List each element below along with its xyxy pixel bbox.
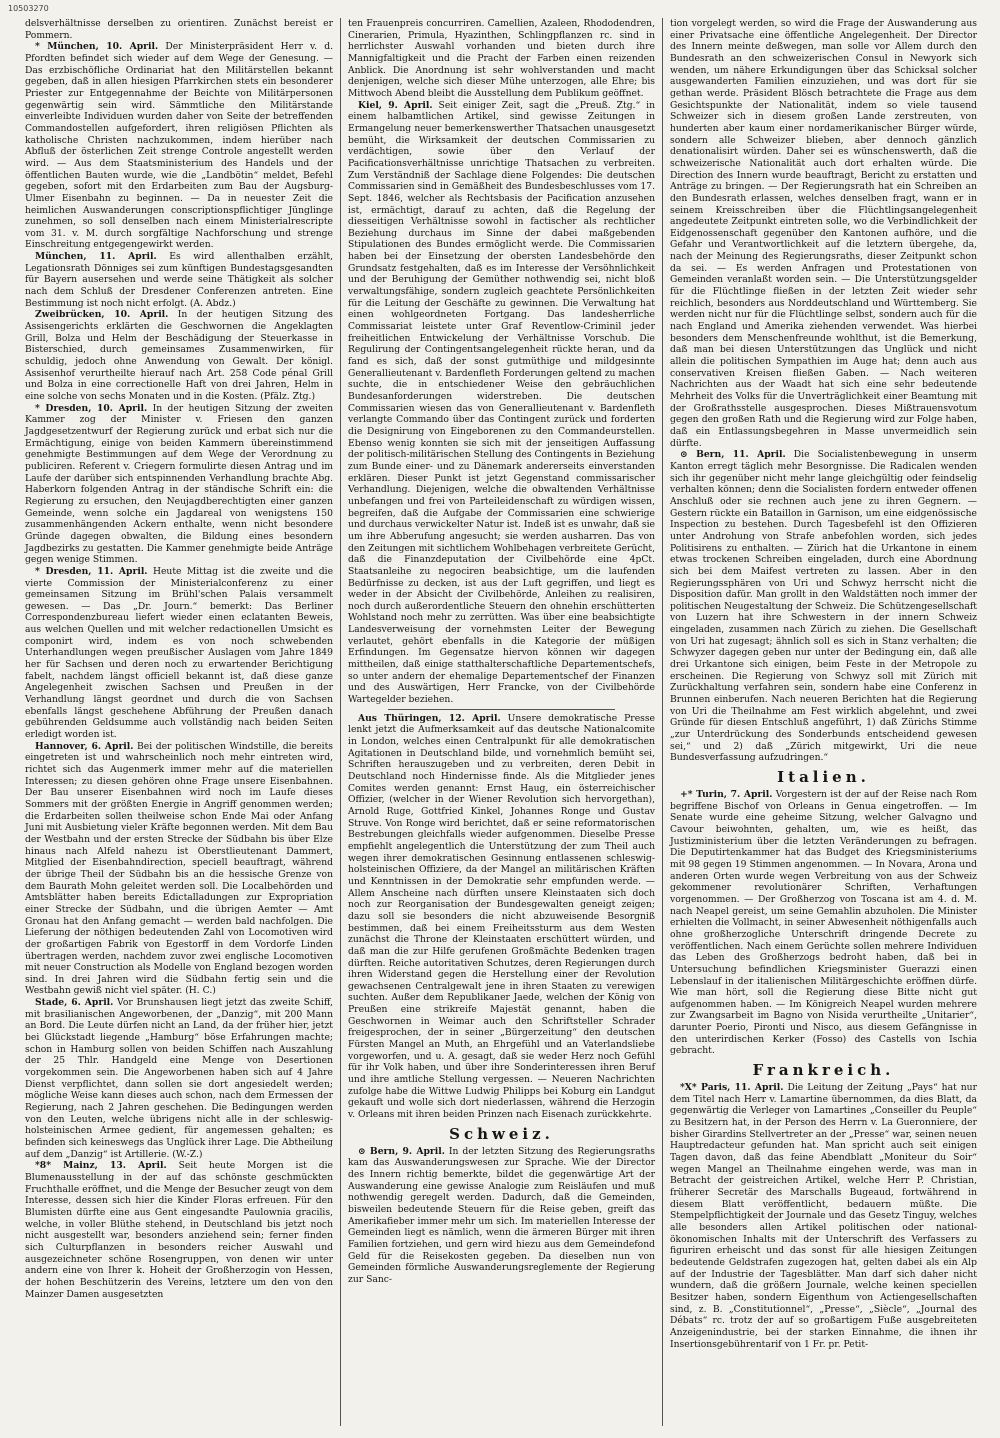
dateline: * München, 10. April.: [35, 41, 159, 53]
article-text: Vorgestern ist der auf der Reise nach Rom begriffene Bischof von Orleans in Genua eingetroffen. — Im Senate wurde eine geheime Sitzung, welcher Galvagno und Cavour beiwohnten, gehalten, um, wie es heißt, das Justizministerium über die letzten Veränderungen zu befragen. Die Deputirtenkammer hat das Budget des Kriegsministeriums mit 98 gegen 19 Stimmen angenommen. — In Novara, Arona und anderen Orten wurde wegen Verbreitung von aus der Schweiz gekommener revolutionärer Schriften, Verhaftungen vorgenommen. — Der Großherzog von Toscana ist am 4. d. M. nach Neapel gereist, um seine Gemahlin abzuholen. Die Minister erhielten die Vollmacht, in seiner Abwesenheit nöthigenfalls auch ohne großherzogliche Unterschrift dringende Decrete zu veröffentlichen. Nach einem Gerüchte sollen mehrere Individuen das Leben des Großherzogs bedroht haben, daß bei in Untersuchung befindlichen Kriegsminister Guerazzi einen Lebenslauf in der italienischen Militärgeschichte eröffnen dürfe. Wie man hört, soll die Regierung diese Bitte nicht gut aufgenommen haben. — Im Königreich Neapel wurden mehrere zur Zwangsarbeit im Bagno von Nisida verurtheilte „Unitarier“, darunter Poerio, Pironti und Nisco, aus diesem Gefängnisse in den unterirdischen Kerker (Fosso) des Castells von Ischia gebracht.: [670, 789, 977, 1057]
column-2: [340, 18, 662, 1426]
dateline: ⊙ Bern, 9. April.: [358, 1145, 445, 1157]
article-text: Bei der politischen Windstille, die bereits eingetreten ist und wahrscheinlich noch mehr eintreten wird, richtet sich das Augenmerk immer mehr auf die materiellen Interessen; zu diesen gehören ohne Frage unsere Eisenbahnen. Der Bau unserer Eisenbahnen wird noch im Laufe dieses Sommers mit der größten Energie in Angriff genommen werden; die Erdarbeiten sollen theilweise schon Ende Mai oder Anfang Juni mit Ausbietung vieler Kräfte begonnen werden. Mit dem Bau der Westbahn und der ersten Strecke der Südbahn bis über Elze hinaus nach Alfeld nahezu ist Oberstlieutenant Dammert, Mitglied der Eisenbahndirection, speciell beauftragt, während der übrige Theil der Südbahn bis an die hessische Grenze von dem Baurath Mohn geleitet werden soll. Die Localbehörden und Amtsblätter haben bereits Edictalladungen zur Expropriation einer Strecke der Südbahn, und die übrigen Aemter — Amt Gronau hat den Anfang gemacht — werden bald nachfolgen. Die Lieferung der nöthigen bedeutenden Zahl von Locomotiven wird der großartigen Fabrik von Egestorff in dem Vordorfe Linden übertragen werden, nachdem zuvor zwei englische Locomotiven mit neuer Construction als Modelle von England bezogen worden sind. In drei Jahren wird die Südbahn fertig sein und die Westbahn gewiß nicht viel später. (H. C.): [25, 740, 333, 997]
article-paragraph: [348, 1146, 655, 1286]
article-paragraph: [25, 741, 333, 997]
section-heading: Schweiz.: [449, 1124, 554, 1143]
dateline: *8* Mainz, 13. April.: [35, 1160, 167, 1172]
page-id: 10503270: [8, 4, 49, 13]
dateline: * Dresden, 10. April.: [35, 402, 148, 414]
section-heading: Frankreich.: [752, 1061, 895, 1080]
article-paragraph: [25, 997, 333, 1160]
article-paragraph: [25, 251, 333, 309]
newspaper-columns: [18, 18, 984, 1426]
article-paragraph: [670, 1082, 977, 1350]
dateline: * Dresden, 11. April.: [35, 565, 148, 577]
article-text: tion vorgelegt werden, so wird die Frage der Auswanderung aus einer Privatsache eine öffentliche Angelegenheit. Der Director des Innern meinte deßwegen, man solle vor Allem durch den Bundesrath an den schweizerischen Consul in Newyork sich wenden, um nähere Erkundigungen über das Schicksal solcher ausgewanderten Familien einzuziehen, und was dort für sie gethan werde. Präsident Blösch betrachtete die Frage aus dem Gesichtspunkte der Nationalität, indem so viele tausend Schweizer sich in diesem großen Lande zerstreuten, von hunderten aber kaum einer nordamerikanischer Bürger würde, sondern alle Schweizer blieben, aber dennoch gänzlich denationalisirt würden. Daher sei es wünschenswerth, daß die schweizerische Nationalität auch dort erhalten würde. Die Direction des Innern wurde beauftragt, Bericht zu erstatten und Anträge zu bringen. — Der Regierungsrath hat ein Schreiben an den Bundesrath erlassen, welches denselben fragt, wann er in seinem Kreisschreiben über die Flüchtlingsangelegenheit angedeutete Zeitpunkt eintreten solle, wo die Verbindlichkeit der Eidgenossenschaft gegenüber den Kantonen aufhöre, und die Gefahr und Verantwortlichkeit auf die letztern übergehe, da, nach der Meinung des Regierungsraths, dieser Zeitpunkt schon da sei. — Es werden Anfragen und Protestationen von Gemeinden veranlaßt worden sein. — Die Unterstützungsgelder für die Flüchtlinge fließen in der letzten Zeit wieder sehr reichlich, besonders aus Norddeutschland und Württemberg. Sie werden nicht nur für die Flüchtlinge selbst, sondern auch für die nach England und Amerika ziehenden verwendet. Was hierbei besonders dem Menschenfreunde wohlthut, ist die Bemerkung, daß man bei diesen Unterstützungen das Unglück und nicht allein die politischen Sympathien im Auge hat; denn auch aus conservativen Kreisen fließen Gaben. — Nach weiteren Nachrichten aus der Waadt hat sich eine sehr bedeutende Mehrheit des Volks für die Unverträglichkeit einer Beamtung mit der Großrathsstelle ausgesprochen. Dieses Mißtrauensvotum gegen den großen Rath und die Regierung wird zur Folge haben, daß ein Entlassungsbegehren in Masse unvermeidlich sein dürfte.: [670, 18, 977, 449]
article-paragraph: [25, 1160, 333, 1300]
article-paragraph: [25, 403, 333, 566]
article-paragraph: [670, 449, 977, 764]
column-1: [18, 18, 340, 1426]
article-text: ten Frauenpreis concurriren. Camellien, Azaleen, Rhododendren, Cinerarien, Primula, Hyazinthen, Schlingpflanzen rc. sind in herrlichster Auswahl vorhanden und bieten durch ihre Mannigfaltigkeit und die Pracht der Farben einen reizenden Anblick. Die Anordnung ist sehr wohlverstanden und macht denjenigen, welche sich dieser Mühe unterzogen, alle Ehre; bis Mittwoch Abend bleibt die Ausstellung dem Publikum geöffnet.: [348, 18, 655, 99]
article-text: In der heutigen Sitzung der zweiten Kammer zog der Minister v. Friesen den ganzen Jagdgesetzentwurf der Regierung zurück und erbat sich nur die Ermächtigung, einige von beiden Kammern übereinstimmend genehmigte Bestimmungen auf dem Wege der Verordnung zu publiciren. Referent v. Criegern formulirte diesen Antrag und im Laufe der darüber sich entspinnenden Verhandlung brachte Abg. Haberkorn folgenden Antrag in der ständische Schrift ein: die Regierung zu ersuchen, den Neujagdberechtigten einer ganzen Gemeinde, wenn solche ein Jagdareal von wenigstens 150 zusammenhängenden Ackern enthalte, wenn nicht besondere Gründe dagegen obwalten, die Bildung eines besondern Jagdbezirks zu gestatten. Die Kammer genehmigte beide Anträge gegen wenige Stimmen.: [25, 402, 334, 566]
article-text: Die Socialistenbewegung in unserm Kanton erregt täglich mehr Besorgnisse. Die Radicalen wenden sich ihr gegenüber nicht mehr lange gleichgültig oder feindselig verhalten können; denn die Socialisten fordern entweder offenen Anschluß oder sie rechnen auch jene zu ihren Gegnern. — Gestern rückte ein Bataillon in Garnison, um eine eidgenössische Inspection zu bestehen. Durch Tagesbefehl ist den Offizieren unter Androhung von Strafe anbefohlen worden, sich jedes Politisirens zu enthalten. — Zürich hat die Urkantone in einem etwas trockenen Schreiben eingeladen, durch eine Abordnung sich bei dem Maifest vertreten zu lassen. Aber in den Regierungssphären von Uri und Schwyz herrscht nicht die Disposition dafür. Man grollt in den Waldstätten noch immer der politischen Neugestaltung der Schweiz. Die Schützengesellschaft von Luzern hat ihre Schwestern in der innern Schweiz eingeladen, zusammen nach Zürich zu ziehen. Die Gesellschaft von Uri hat zugesagt; ähnlich soll es sich in Stanz verhalten; die Schwyzer dagegen geben nur unter der Bedingung ein, daß alle drei Urkantone sich einigen, beim Feste in der Metropole zu erscheinen. Die Regierung von Schwyz soll mit Zürich mit Zurückhaltung verfahren sein, sondern habe eine Conferenz in Brunnen einberufen. Nach neueren Berichten hat die Regierung von Uri die Theilnahme am Fest wirklich abgelehnt, und zwei Gründe für diesen Entschluß angeführt, 1) daß Zürichs Stimme „zur Unterdrückung des Sonderbunds entscheidend gewesen sei,“ und 2) daß „Zürich mitgewirkt, Uri die neue Bundesverfassung aufzudringen.“: [670, 449, 977, 764]
dateline: München, 11. April.: [35, 251, 157, 263]
article-paragraph: [348, 18, 655, 100]
article-text: Vor Brunshausen liegt jetzt das zweite Schiff, mit brasilianischen Angeworbenen, der „Danzig“, mit 200 Mann an Bord. Die Leute dürfen nicht an Land, da der früher hier, jetzt bei Glückstadt liegende „Hamburg“ böse Erfahrungen machte; schon in Hamburg sollen von beiden Schiffen nach Auszahlung der 25 Thlr. Handgeld eine Menge von Desertionen vorgekommen sein. Die Angeworbenen haben sich auf 4 Jahre Dienst verpflichtet, dann sollen sie dort angesiedelt werden; mögliche Weise kann dieses auch schon, nach dem Ermessen der Regierung, nach 2 Jahren geschehen. Die Bedingungen werden von den Leuten, welche übrigens nicht alle in der schleswig-holsteinischen Armee gedient, für angemessen gehalten; es befinden sich keineswegs das Unglück ihrer Lage. Die Abtheilung auf dem „Danzig“ ist Artillerie. (W.-Z.): [25, 997, 333, 1160]
section-divider: [388, 709, 615, 710]
article-paragraph: [25, 18, 333, 41]
article-text: Seit einiger Zeit, sagt die „Preuß. Ztg.“ in einem halbamtlichen Artikel, sind gewisse Zeitungen in Ermangelung neuer bemerkenswerther Thatsachen unausgesetzt bemüht, die Wirksamkeit der deutschen Commissarien zu verdächtigen, sowie über den Verlauf der Pacificationsverhältnisse unrichtige Thatsachen zu verbreiten. Zum Verständniß der Sachlage diene Folgendes: Die deutschen Commissarien sind in Gemäßheit des Bundesbeschlusses vom 17. Sept. 1846, welcher als Rechtsbasis der Pacification anzusehen ist, ermächtigt, darauf zu achten, daß die Regelung der diesseitigen Verhältnisse sowohl in factischer als rechtlicher Beziehung durchaus im Sinne der dabei maßgebenden Stipulationen des Bundes ermöglicht werde. Die Commissarien haben bei der Einsetzung der obersten Landesbehörde den Grundsatz festgehalten, daß es im Interesse der Versöhnlichkeit und der Beruhigung der Gemüther nothwendig sei, nicht bloß verwaltungsfähige, sondern zugleich geachtete Persönlichkeiten für die Leitung der Geschäfte zu gewinnen. Die Verwaltung hat einen wohlgeordneten Fortgang. Das landesherrliche Commissariat leistete unter Graf Reventlow-Criminil jeder freiheitlichen Entwickelung der Verhältnisse Vorschub. Die Regulirung der Contingentsangelegenheit rückte heran, und da fand es sich, daß der sonst gutmüthige und mildgesinnte Generallieutenant v. Bardenfleth Forderungen geltend zu machen suchte, die in entschiedener Weise den gebräuchlichen Bundesanforderungen widerstreben. Die deutschen Commissarien wiesen das von Generallieutenant v. Bardenfleth verlangte Commando über das Contingent zurück und forderten die Designirung von Eingeborenen zu den Commandeurstellen. Ebenso wenig konnten sie sich mit der jenseitigen Auffassung der politisch-militärischen Stellung des Contingents in Beziehung zum Bunde einer- und zu Dänemark andererseits einverstanden erklären. Dieser Punkt ist jetzt Gegenstand commissarischer Verhandlung. Diejenigen, welche die obwaltenden Verhältnisse unbefangen und frei von Parteileidenschaft zu würdigen wissen, begreifen, daß die Aufgabe der Commissarien eine schwierige und durchaus verwickelter Natur ist. Indeß ist es unwahr, daß sie um ihre Abberufung angesucht; sie werden ausharren. Das von den Zeitungen mit sichtlichem Wohlbehagen verbreitete Gerücht, daß die Finanzdeputation der Civilbehörde eine 4pCt. Staatsanleihe zu negociren beabsichtige, um die laufenden Bedürfnisse zu decken, ist aus der Luft gegriffen, und liegt es weder in der Absicht der Civilbehörde, Anleihen zu realisiren, noch durch außerordentliche Steuern den ohnehin erschütterten Wohlstand noch mehr zu zerrütten. Was über eine beabsichtigte Landesverweisung der vornehmsten Leiter der Bewegung verlautet, gehört ebenfalls in die Kategorie der müßigen Erfindungen. Im Gegensatze hiervon können wir dagegen mittheilen, daß einige statthalterschaftliche Departementschefs, so unter andern der ehemalige Departementschef der Finanzen und des Auswärtigen, Herr Francke, von der Civilbehörde Wartegelder beziehen.: [348, 99, 655, 706]
article-text: Seit heute Morgen ist die Blumenausstellung in der auf das schönste geschmückten Fruchthalle eröffnet, und die Menge der Besucher zeugt von dem Interesse, dessen sich hier die Kinder Floras erfreuen. Für den Blumisten dürfte eine aus Gent eingesandte Paulownia gracilis, welche, in voller Blüthe stehend, in Deutschland bis jetzt noch nicht ausgestellt war, besonders anziehend sein; ferner finden sich Culturpflanzen in besonders reicher Auswahl und ausgezeichneter schöne Rosengruppen, von denen wir unter andern eine von Ihrer k. Hoheit der Großherzogin von Hessen, der hohen Beschützerin des Vereins, letztere um den von den Mainzer Damen ausgesetzten: [25, 1160, 333, 1300]
dateline: *X* Paris, 11. April.: [680, 1082, 784, 1094]
column-3: [662, 18, 984, 1426]
article-text: Heute Mittag ist die zweite und die vierte Commission der Ministerialconferenz zu einer gemeinsamen Sitzung im Brühl'schen Palais versammelt gewesen. — Das „Dr. Journ.“ bemerkt: Das Berliner Correspondenzbureau liefert wieder einen eclatanten Beweis, aus welchen Quellen und mit welcher redactionellen Umsicht es componirt wird, indem es von noch schwebenden Unterhandlungen wegen preußischer Auslagen vom Jahre 1849 her für Sachsen und deren noch zu erwartender Berichtigung fabelt, nachdem längst officiell bekannt ist, daß diese ganze Angelegenheit zwischen Sachsen und Preußen in der Verhandlung längst geordnet und durch die von Sachsen ebenfalls längst geschehene Abführung der Preußen danach gebührenden Geldsumme auch vollständig nach beiden Seiten erledigt worden ist.: [25, 565, 334, 741]
article-text: delsverhältnisse derselben zu orientiren. Zunächst bereist er Pommern.: [25, 18, 333, 41]
article-text: Die Leitung der Zeitung „Pays“ hat nur dem Titel nach Herr v. Lamartine übernommen, da dies Blatt, da gegenwärtig die Verleger von Lamartines „Conseiller du Peuple“ zu Besitzern hat, in der Person des Herrn v. La Gueronniere, der bisher Girardins Stellvertreter an der „Presse“ war, seinen neuen Hauptredacteur gefunden hat. Man spricht auch seit einigen Tagen davon, daß das feine Abendblatt „Moniteur du Soir“ wegen Mangel an Theilnahme eingehen werde, was man in Betracht der geistreichen Artikel, welche Herr P. Christian, früherer Secretär des Marschalls Bugeaud, fortwährend in diesem Blatt veröffentlicht, bedauern müßte. Die Stempelpflichtigkeit der Journale und das Gesetz Tinguy, welches alle besonders allen Artikel politischen oder national-ökonomischen Inhalts mit der Unterschrift des Verfassers zu figuriren erheischt und das sonst für alle hiesigen Zeitungen bedeutende Geldstrafen zugezogen hat, gelten dabei als ein Alp auf der Industrie der Tagesblätter. Man darf sich daher nicht wundern, daß die größern Journale, welche keinen speciellen Besitzer haben, sondern Eigenthum von Actiengesellschaften sind, z. B. „Constitutionnel“, „Presse“, „Siècle“, „Journal des Débats“ rc. trotz der auf so großartigem Fuße ausgebreiteten Anzeigenindustrie, bei der starken Einnahme, die ihnen ihr Insertionsgebührentarif von 1 Fr. pr. Petit-: [670, 1082, 977, 1350]
article-paragraph: [670, 18, 977, 449]
dateline: Kiel, 9. April.: [358, 99, 433, 111]
article-paragraph: [348, 100, 655, 706]
article-paragraph: [348, 713, 655, 1121]
dateline: +* Turin, 7. April.: [680, 789, 773, 800]
dateline: Stade, 6. April.: [35, 997, 114, 1009]
article-paragraph: [25, 41, 333, 251]
article-paragraph: [25, 566, 333, 741]
dateline: ⊙ Bern, 11. April.: [680, 449, 786, 461]
article-text: In der heutigen Sitzung des Assisengerichts erklärten die Geschwornen die Angeklagten Grill, Bolza und Helm der Beschädigung der Steuerkasse in Bisterschied, durch gemeinsames Zusammenwirken, für schuldig, jedoch ohne Anwendung von Gewalt. Der königl. Assisenhof verurtheilte hierauf nach Art. 258 Code pénal Grill und Bolza in eine correctionelle Haft von drei Jahren, Helm in eine solche von sechs Monaten und in die Kosten. (Pfälz. Ztg.): [25, 309, 333, 402]
dateline: Hannover, 6. April.: [35, 740, 134, 752]
article-text: Es wird allenthalben erzählt, Legationsrath Dönniges sei zum künftigen Bundestagsgesandten für Bayern ausersehen und werde seine Thätigkeit als solcher nach dem Schluß der Dresdener Conferenzen antreten. Eine Bestimmung ist noch nicht erfolgt. (A. Abdz.): [25, 251, 333, 309]
article-text: Unsere demokratische Presse lenkt jetzt die Aufmerksamkeit auf das deutsche Nationalcomite in London, welches einen Centralpunkt für alle demokratischen Agitationen in Deutschland bilde, und vornehmlich bemüht sei, Schriften herauszugeben und zu verbreiten, deren Debit in Deutschland noch Hindernisse finde. Als die Mitglieder jenes Comites werden genannt: Ernst Haug, ein österreichischer Offizier, (welcher in der Wiener Revolution sich hervorgethan), Arnold Ruge, Gottfried Kinkel, Johannes Ronge und Gustav Struve. Von Ronge wird berichtet, daß er seine reformatorischen Bestrebungen gleichfalls wieder aufgenommen. Dieselbe Presse empfiehlt angelegentlich die Unterstützung der zum Theil auch wegen ihrer demokratischen Gesinnung entlassenen schleswig-holsteinischen Offiziere, da der Mangel an militärischen Kräften und Kenntnissen in der Demokratie sehr empfunden werde. — Allem Anscheine nach dürften unsere Kleinstaaten sich doch noch zur Reorganisation der Bundesgewalten geneigt zeigen; dazu soll sie besonders die nicht abzuweisende Besorgniß bestimmen, daß bei einem Freiheitssturm aus dem Westen zunächst die Throne der Kleinstaaten erschüttert würden, und daß man die zur Hilfe gerufenen Großmächte Bedenken tragen dürften. Reiche autoritativen Schutzes, deren Regierungen durch ihren Widerstand gegen die Herstellung einer der Revolution gewachsenen Centralgewalt jene in ihren Staaten zu verewigen suchten. Außer dem Republikaner Jaede, welchen der König von Preußen eine strikreife Majestät genannt, haben die Geschwornen in Weimar auch den Schriftsteller Schrader freigesprochen, der in seiner „Bürgerzeitung“ den deutschen Fürsten Mangel an Muth, an Ehrgefühl und an Vaterlandsliebe vorgeworfen, und u. A. gesagt, daß sie weder Herz noch Gefühl für ihr Volk haben, und über ihre Sonderinteressen ihren Beruf und ihre amtliche Stellung vergessen. — Neueren Nachrichten zufolge habe die Wittwe Ludwig Philipps bei Koburg ein Landgut gekauft und wolle sich dort niederlassen, während die Herzogin v. Orleans mit ihren beiden Prinzen nach Eisenach zurückkehrte.: [348, 712, 655, 1121]
section-heading: Italien.: [777, 768, 870, 786]
dateline: Zweibrücken, 10. April.: [35, 309, 169, 321]
article-text: Der Ministerpräsident Herr v. d. Pfordten befindet sich wieder auf dem Wege der Genesung. — Das erzbischöfliche Ordinariat hat den Militärstellen bekannt gegeben, daß in allen hiesigen Pfarrkirchen stets ein besonderer Priester zur Entgegennahme der Beichte von Militärpersonen gegenwärtig sein wird. Sämmtliche den Militärstande einverleibte Individuen wurden daher von Seite der betreffenden Commandostellen aufgefordert, ihren religiösen Pflichten als katholische Christen nachzukommen, indem hierüber nach Abfluß der österlichen Zeit strenge Controle angestellt werden wird. — Aus dem Staatsministerium des Handels und der öffentlichen Bauten wurde, wie die „Landbötin“ meldet, Befehl gegeben, sofort mit den Erdarbeiten zum Bau der Augsburg-Ulmer Eisenbahn zu beginnen. — Da in neuester Zeit die heimlichen Auswanderungen conscriptionspflichtiger Jünglinge zunehmen, so soll denselben nach einem Ministerialrescripte vom 31. v. M. durch sorgfältige Nachforschung und strenge Einschreitung entgegengewirkt werden.: [25, 41, 334, 251]
article-paragraph: [670, 789, 977, 1057]
dateline: Aus Thüringen, 12. April.: [358, 712, 501, 724]
article-paragraph: [25, 309, 333, 402]
article-text: In der letzten Sitzung des Regierungsraths kam das Auswanderungswesen zur Sprache. Wie der Director des Innern richtig bemerkte, bildet die gegenwärtige Art der Auswanderung eine gewisse Analogie zum Reisläufen und muß nothwendig geregelt werden. Dadurch, daß die Gemeinden, bisweilen bedeutende Steuern für die Reise geben, greift das Amerikafieber immer mehr um sich. Im materiellen Interesse der Gemeinden liegt es nämlich, wenn die ärmeren Bürger mit ihren Familien fortziehen, und gern wird hiezu aus dem Gemeindefond Geld für die Reisekosten gegeben. Da dieselben nun von Gemeinden förmliche Auswanderungsreglemente der Regierung zur Sanc-: [348, 1145, 655, 1285]
